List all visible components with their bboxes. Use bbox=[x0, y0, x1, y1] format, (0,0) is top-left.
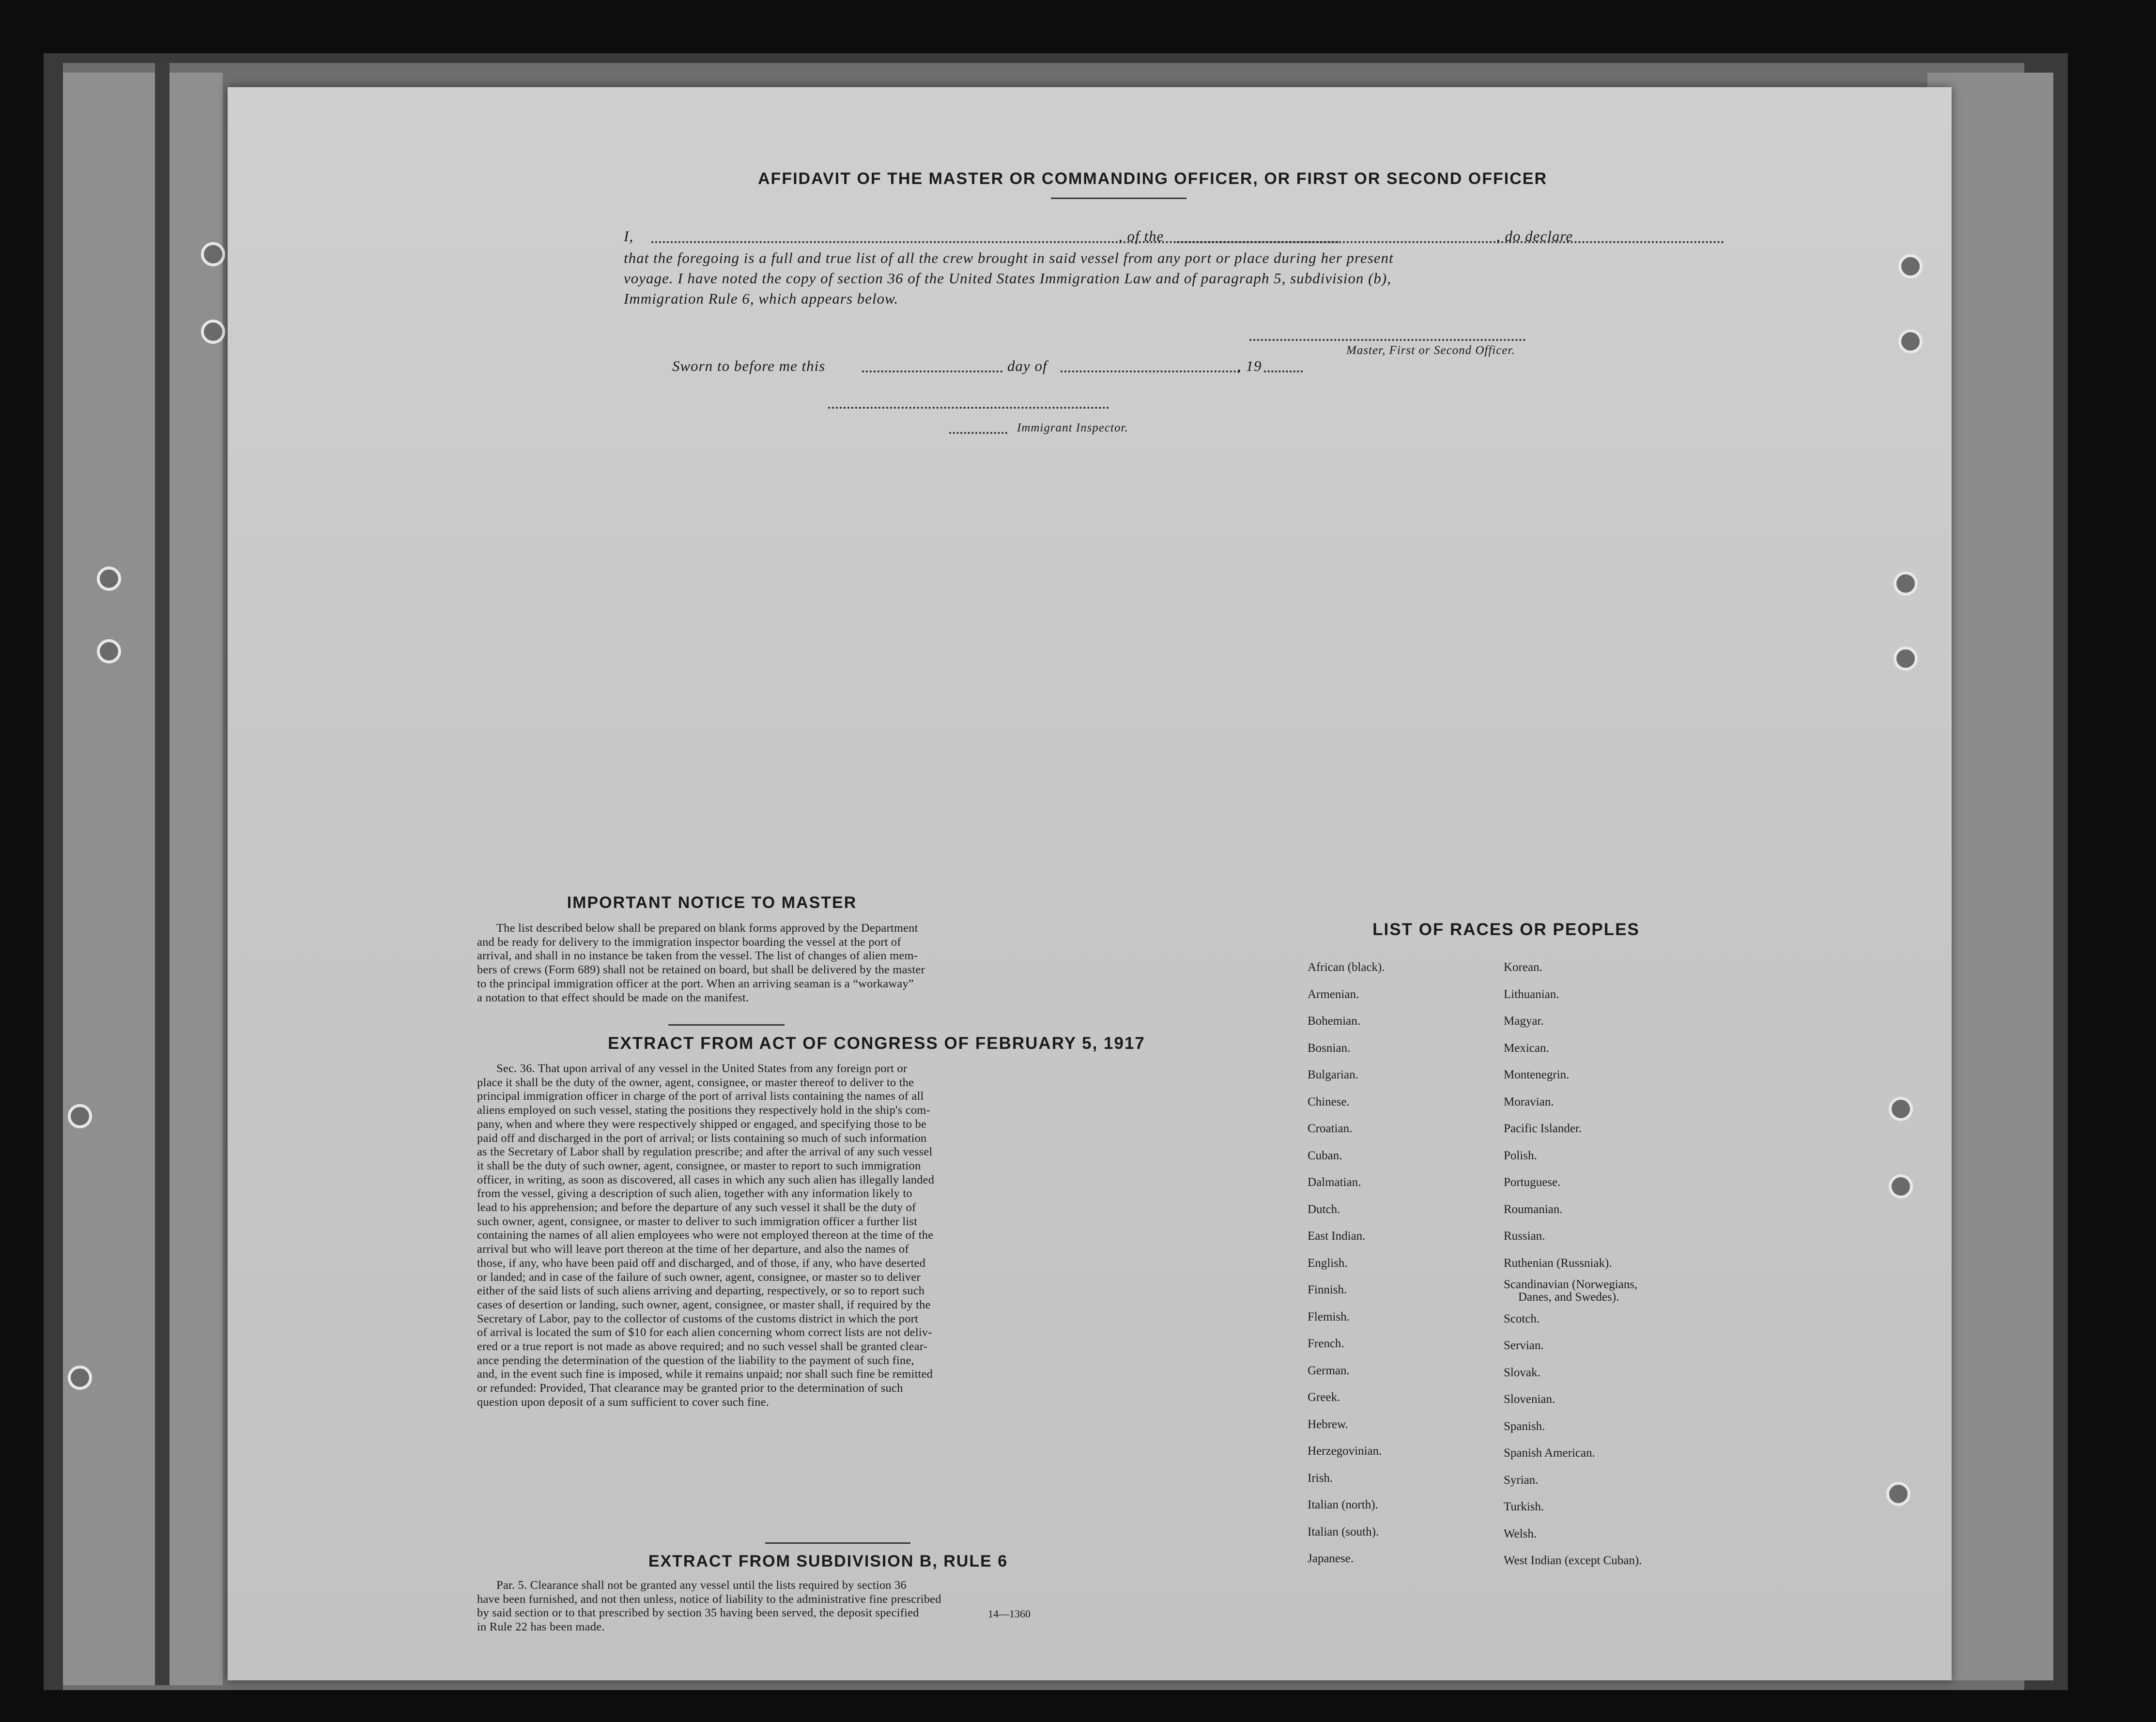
act-line: of arrival is located the sum of $10 for each alien concerning whom correct lists are not deliv- bbox=[477, 1326, 932, 1339]
notice-line: arrival, and shall in no instance be taken from the vessel. The list of changes of alien mem- bbox=[477, 949, 918, 963]
notice-title: IMPORTANT NOTICE TO MASTER bbox=[567, 893, 857, 912]
race-item: Lithuanian. bbox=[1504, 987, 1559, 1001]
notice-text bbox=[477, 922, 1274, 1005]
race-item: Korean. bbox=[1504, 961, 1542, 974]
affidavit-line-3: voyage. I have noted the copy of section 36 of the United States Immigration Law and of paragraph 5, subdivision (b), bbox=[624, 270, 1391, 287]
race-item: Mexican. bbox=[1504, 1041, 1549, 1055]
punch-hole bbox=[1889, 1097, 1913, 1121]
inspector-signature-blank bbox=[828, 407, 1109, 409]
sworn-month-blank bbox=[1061, 370, 1240, 372]
act-line: cases of desertion or landing, such owner, agent, consignee, or master shall, if required by the bbox=[477, 1298, 931, 1311]
race-item: Greek. bbox=[1308, 1391, 1340, 1404]
rule6-line: in Rule 22 has been made. bbox=[477, 1620, 605, 1634]
act-line: Sec. 36. That upon arrival of any vessel in the United States from any foreign port or bbox=[496, 1062, 908, 1075]
race-item: Magyar. bbox=[1504, 1015, 1544, 1028]
act-line: place it shall be the duty of the owner, agent, consignee, or master thereof to deliver to the bbox=[477, 1076, 914, 1089]
punch-hole bbox=[1886, 1482, 1910, 1506]
act-line: from the vessel, giving a description of such alien, together with any information likely to bbox=[477, 1187, 912, 1200]
affidavit-line-2: that the foregoing is a full and true list of all the crew brought in said vessel from any port or place during her present bbox=[624, 249, 1394, 266]
act-text bbox=[477, 1062, 1274, 1410]
race-item: Slovenian. bbox=[1504, 1393, 1555, 1406]
sworn-day-blank bbox=[862, 370, 1002, 372]
notice-rule bbox=[668, 1024, 785, 1026]
act-line: question upon deposit of a sum sufficient to cover such fine. bbox=[477, 1395, 770, 1409]
races-left-column bbox=[1308, 954, 1385, 1572]
sworn-label: Sworn to before me this bbox=[672, 357, 826, 374]
master-signature-blank bbox=[1249, 339, 1525, 341]
act-line: and, in the event such fine is imposed, while it remains unpaid; nor shall such fine be remitted bbox=[477, 1368, 933, 1381]
act-line: as the Secretary of Labor shall by regulation prescribe; and after the arrival of any such vessel bbox=[477, 1145, 933, 1159]
affidavit-title: AFFIDAVIT OF THE MASTER OR COMMANDING OFFICER, OR FIRST OR SECOND OFFICER bbox=[758, 169, 1547, 188]
binder-hole bbox=[97, 567, 121, 591]
rule6-line: by said section or to that prescribed by section 35 having been served, the deposit specified bbox=[477, 1606, 919, 1620]
master-signature-label: Master, First or Second Officer. bbox=[1346, 344, 1515, 357]
punch-hole bbox=[1889, 1174, 1913, 1199]
race-item: Scotch. bbox=[1504, 1312, 1540, 1325]
race-item: Bosnian. bbox=[1308, 1041, 1351, 1055]
race-item: Japanese. bbox=[1308, 1552, 1354, 1565]
affidavit-line-4: Immigration Rule 6, which appears below. bbox=[624, 290, 899, 307]
punch-hole bbox=[1898, 254, 1923, 278]
notice-line: and be ready for delivery to the immigration inspector boarding the vessel at the port of bbox=[477, 935, 901, 949]
binding-strip bbox=[155, 63, 169, 1685]
act-line: paid off and discharged in the port of arrival; or lists containing so much of such information bbox=[477, 1131, 927, 1145]
race-item: Russian. bbox=[1504, 1230, 1545, 1243]
race-item: Croatian. bbox=[1308, 1122, 1353, 1135]
punch-hole bbox=[1898, 329, 1923, 354]
left-page-stack bbox=[63, 73, 223, 1685]
race-item: Italian (south). bbox=[1308, 1525, 1379, 1538]
race-item: East Indian. bbox=[1308, 1230, 1366, 1243]
act-line: aliens employed on such vessel, stating the positions they respectively hold in the ship's com- bbox=[477, 1104, 930, 1117]
race-item: Moravian. bbox=[1504, 1095, 1554, 1108]
notice-line: to the principal immigration officer at the port. When an arriving seaman is a “workaway” bbox=[477, 977, 914, 990]
race-item: French. bbox=[1308, 1337, 1344, 1350]
race-item: Cuban. bbox=[1308, 1149, 1342, 1162]
race-item: Spanish American. bbox=[1504, 1446, 1595, 1460]
act-line: or refunded: Provided, That clearance may be granted prior to the determination of such bbox=[477, 1382, 903, 1395]
race-item: Spanish. bbox=[1504, 1419, 1545, 1433]
act-line: Secretary of Labor, pay to the collector of customs of the customs district in which the port bbox=[477, 1312, 918, 1325]
act-line: those, if any, who have been paid off and discharged, and of those, if any, who have deserted bbox=[477, 1256, 926, 1270]
races-title: LIST OF RACES OR PEOPLES bbox=[1372, 920, 1640, 939]
act-line: officer, in writing, as soon as discovered, all cases in which any such alien has illegally landed bbox=[477, 1173, 935, 1186]
act-line: principal immigration officer in charge of the port of arrival lists containing the names of all bbox=[477, 1090, 924, 1103]
races-right-column bbox=[1504, 954, 1642, 1574]
race-item: Servian. bbox=[1504, 1339, 1544, 1352]
vessel-blank bbox=[1177, 241, 1724, 243]
act-line: either of the said lists of such aliens arriving and departing, respectively, or so to report such bbox=[477, 1284, 925, 1298]
punch-hole bbox=[1894, 646, 1918, 671]
race-item bbox=[1504, 1276, 1642, 1306]
rule6-title: EXTRACT FROM SUBDIVISION B, RULE 6 bbox=[648, 1552, 1008, 1570]
binder-hole bbox=[201, 242, 225, 266]
race-item: Bohemian. bbox=[1308, 1015, 1361, 1028]
race-item: English. bbox=[1308, 1256, 1348, 1270]
affidavit-i: I, bbox=[624, 228, 634, 245]
act-line: it shall be the duty of such owner, agent, consignee, or master to report to such immigration bbox=[477, 1159, 921, 1172]
race-item: Armenian. bbox=[1308, 987, 1359, 1001]
act-line: arrival but who will leave port thereon at the time of her departure, and also the names of bbox=[477, 1243, 909, 1256]
race-item: Polish. bbox=[1504, 1149, 1537, 1162]
race-item: Irish. bbox=[1308, 1471, 1333, 1485]
race-item: Montenegrin. bbox=[1504, 1068, 1570, 1081]
year-label: , 19 bbox=[1237, 357, 1262, 374]
race-item: Portuguese. bbox=[1504, 1176, 1561, 1189]
inspector-short-blank bbox=[949, 432, 1007, 434]
race-item: Roumanian. bbox=[1504, 1202, 1563, 1216]
affidavit-do-declare: , do declare bbox=[1496, 228, 1573, 245]
binder-hole bbox=[97, 639, 121, 663]
race-item: Italian (north). bbox=[1308, 1498, 1378, 1511]
day-of-label: day of bbox=[1007, 357, 1047, 374]
race-item: Syrian. bbox=[1504, 1473, 1539, 1487]
punch-hole bbox=[1894, 571, 1918, 596]
rule6-line: Par. 5. Clearance shall not be granted any vessel until the lists required by section 36 bbox=[496, 1579, 907, 1592]
affidavit-of-the: , of the bbox=[1119, 228, 1164, 245]
title-rule bbox=[1051, 198, 1186, 199]
race-item: West Indian (except Cuban). bbox=[1504, 1554, 1642, 1567]
race-item: Herzegovinian. bbox=[1308, 1445, 1382, 1458]
inspector-label: Immigrant Inspector. bbox=[1017, 421, 1128, 434]
act-line: ance pending the determination of the question of the liability to the payment of such fine, bbox=[477, 1353, 914, 1367]
act-line: pany, when and where they were respectively shipped or engaged, and specifying those to be bbox=[477, 1117, 927, 1131]
act-line: such owner, agent, consignee, or master to deliver to such immigration officer a further list bbox=[477, 1215, 918, 1228]
act-line: lead to his apprehension; and before the departure of any such vessel it shall be the duty of bbox=[477, 1201, 916, 1215]
form-number: 14—1360 bbox=[988, 1608, 1031, 1620]
race-item: Dutch. bbox=[1308, 1202, 1340, 1216]
race-item: German. bbox=[1308, 1364, 1350, 1377]
act-line: or landed; and in case of the failure of such owner, agent, consignee, or master so to deliver bbox=[477, 1270, 921, 1284]
race-item-text: Scandinavian (Norwegians, bbox=[1504, 1278, 1638, 1291]
act-rule bbox=[765, 1542, 910, 1544]
rule6-line: have been furnished, and not then unless, notice of liability to the administrative fine prescribed bbox=[477, 1592, 941, 1606]
race-item: Finnish. bbox=[1308, 1283, 1347, 1296]
rule6-text bbox=[477, 1579, 1274, 1634]
race-item: Chinese. bbox=[1308, 1095, 1350, 1108]
race-item: Hebrew. bbox=[1308, 1417, 1348, 1431]
binder-hole bbox=[68, 1366, 92, 1390]
race-item: Pacific Islander. bbox=[1504, 1122, 1582, 1135]
race-item: Welsh. bbox=[1504, 1527, 1537, 1540]
act-line: containing the names of all alien employees who were not employed thereon at the time of the bbox=[477, 1229, 934, 1242]
race-item: Ruthenian (Russniak). bbox=[1504, 1256, 1612, 1270]
race-item-continuation: Danes, and Swedes). bbox=[1518, 1291, 1619, 1304]
act-title: EXTRACT FROM ACT OF CONGRESS OF FEBRUARY 5, 1917 bbox=[608, 1034, 1145, 1053]
race-item: Flemish. bbox=[1308, 1310, 1350, 1323]
race-item: Dalmatian. bbox=[1308, 1176, 1361, 1189]
document-page bbox=[228, 87, 1952, 1680]
race-item: Slovak. bbox=[1504, 1366, 1540, 1379]
race-item: Turkish. bbox=[1504, 1500, 1544, 1513]
binder-hole bbox=[68, 1104, 92, 1128]
race-item: African (black). bbox=[1308, 961, 1385, 974]
notice-line: bers of crews (Form 689) shall not be retained on board, but shall be delivered by the master bbox=[477, 963, 925, 977]
notice-line: The list described below shall be prepared on blank forms approved by the Department bbox=[496, 922, 918, 935]
binder-hole bbox=[201, 320, 225, 344]
notice-line: a notation to that effect should be made on the manifest. bbox=[477, 991, 749, 1004]
sworn-year-blank bbox=[1264, 370, 1303, 372]
act-line: ered or a true report is not made as above required; and no such vessel shall be granted clear- bbox=[477, 1340, 928, 1353]
race-item: Bulgarian. bbox=[1308, 1068, 1358, 1081]
